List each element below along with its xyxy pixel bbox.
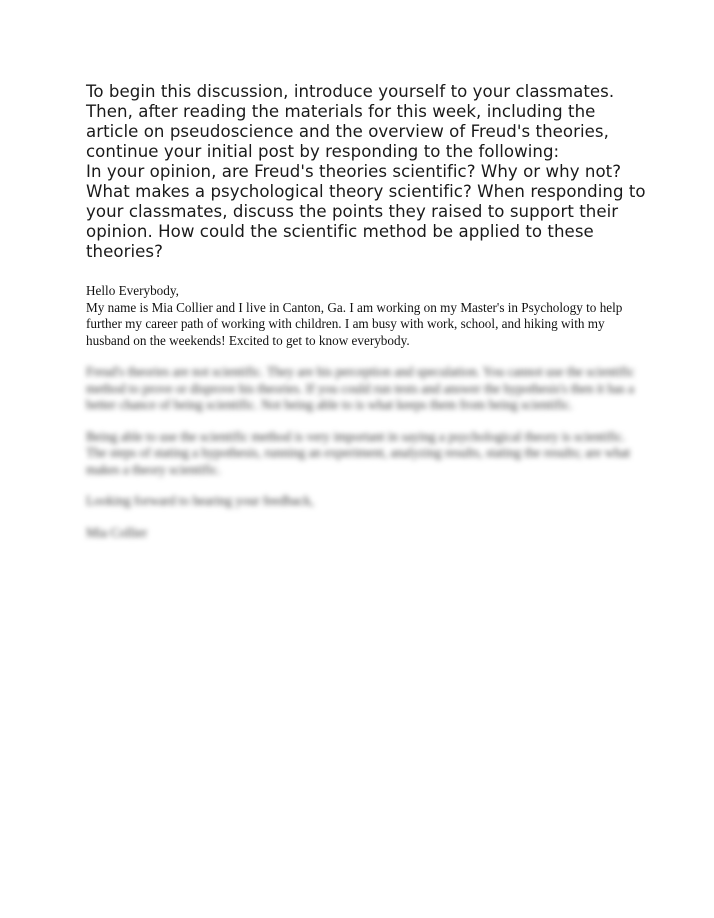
blurred-paragraph: Being able to use the scientific method is very important in saying a psychological theory is scientific. The steps of stating a hypothesis, running an experiment, analyzing results, stating the results; are what makes a theory scientific.: [86, 428, 631, 477]
response-greeting: Hello Everybody,: [86, 283, 179, 298]
student-response: [86, 283, 646, 541]
prompt-intro: To begin this discussion, introduce yourself to your classmates. Then, after reading the materials for this week, including the article on pseudoscience and the overview of Freud's theories, continue your initial post by responding to the following:: [86, 82, 615, 161]
document-page: [86, 82, 646, 541]
discussion-prompt: [86, 82, 646, 262]
response-intro: My name is Mia Collier and I live in Canton, Ga. I am working on my Master's in Psychology to help further my career path of working with children. I am busy with work, school, and hiking with my husband on the weekends! Excited to get to know everybody.: [86, 299, 623, 348]
blurred-closing: Looking forward to hearing your feedback,: [86, 493, 314, 508]
blurred-signature: Mia Collier: [86, 524, 148, 540]
blurred-paragraph: Freud's theories are not scientific. They are his perception and speculation. You cannot use the scientific method to prove or disprove his theories. If you could run tests and answer the hypothesis's then it has a better chance of being scientific. Not being able to is what keeps them from being scientific.: [86, 364, 635, 412]
prompt-questions: In your opinion, are Freud's theories scientific? Why or why not? What makes a psychological theory scientific? When responding to your classmates, discuss the points they raised to support their opinion. How could the scientific method be applied to these theories?: [86, 162, 646, 261]
